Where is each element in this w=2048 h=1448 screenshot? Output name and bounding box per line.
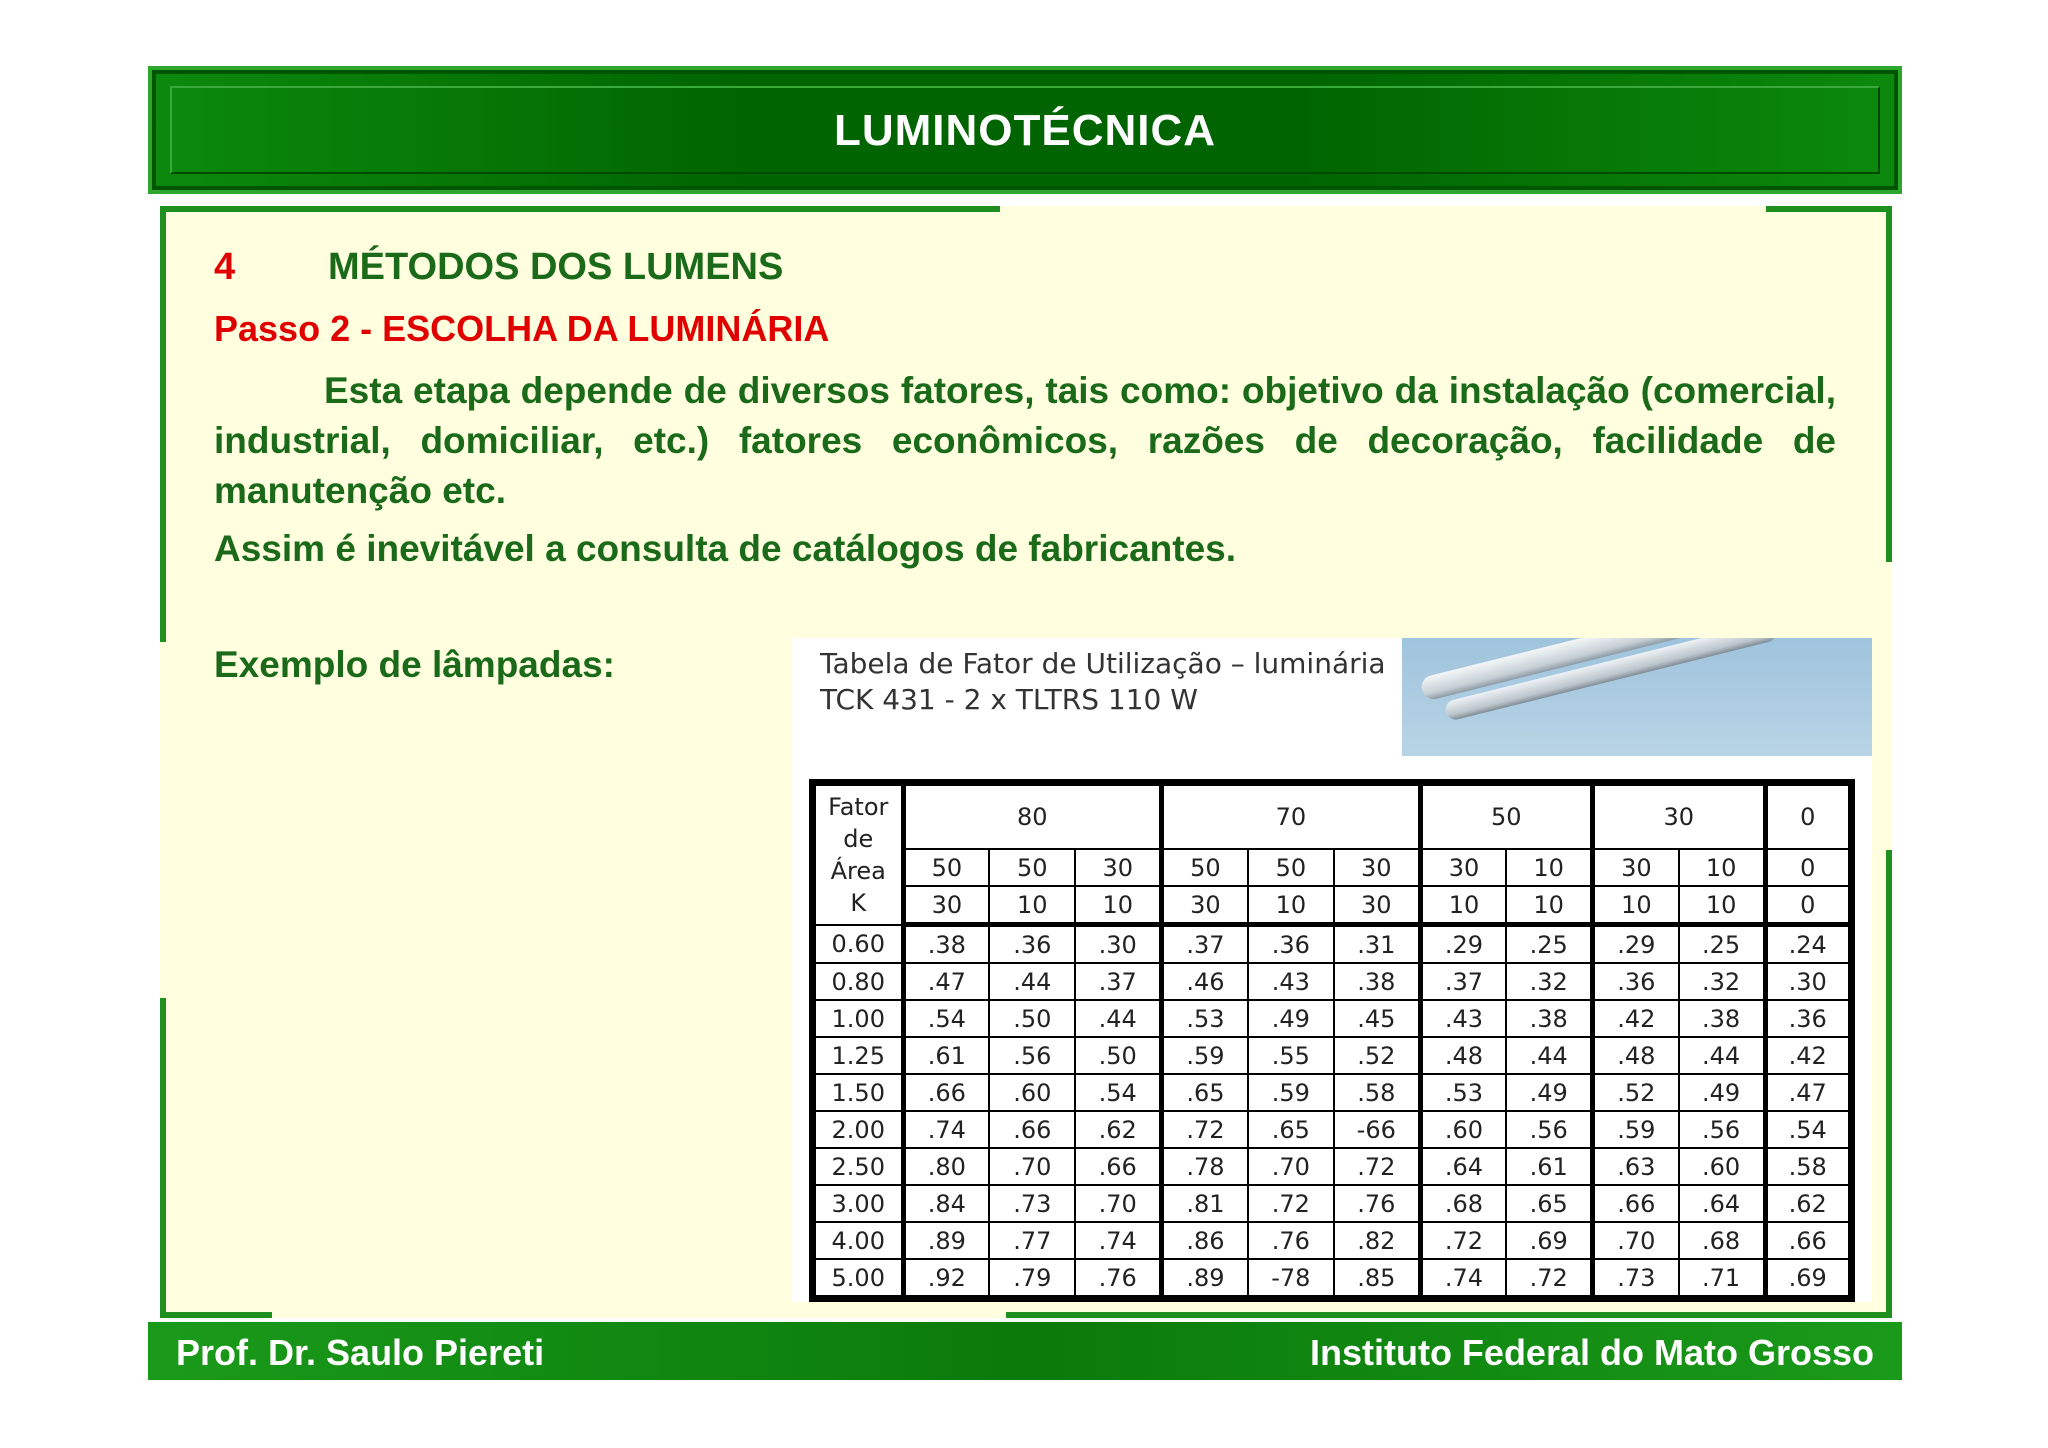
value-cell: .52 bbox=[1593, 1074, 1679, 1111]
k-cell: 0.60 bbox=[815, 925, 903, 964]
value-cell: .44 bbox=[1075, 1000, 1161, 1037]
value-cell: .38 bbox=[903, 925, 989, 964]
header-cell: 30 bbox=[1162, 886, 1248, 925]
header-cell: 30 bbox=[1075, 849, 1161, 886]
value-cell: .54 bbox=[1765, 1111, 1849, 1148]
frame-line-left-upper bbox=[160, 206, 166, 642]
value-cell: .45 bbox=[1334, 1000, 1420, 1037]
header-cell: 0 bbox=[1765, 849, 1849, 886]
value-cell: .53 bbox=[1420, 1074, 1506, 1111]
value-cell: .72 bbox=[1334, 1148, 1420, 1185]
value-cell: .69 bbox=[1506, 1222, 1592, 1259]
table-row bbox=[815, 925, 1849, 964]
header-cell: 10 bbox=[1248, 886, 1334, 925]
value-cell: .84 bbox=[903, 1185, 989, 1222]
value-cell: .71 bbox=[1679, 1259, 1765, 1296]
figure-caption bbox=[820, 646, 1386, 718]
figure-caption-line-2: TCK 431 - 2 x TLTRS 110 W bbox=[820, 683, 1198, 716]
value-cell: .85 bbox=[1334, 1259, 1420, 1296]
value-cell: .89 bbox=[1162, 1259, 1248, 1296]
header-cell: 10 bbox=[1506, 849, 1592, 886]
catalog-figure bbox=[792, 638, 1872, 1302]
header-cell: 50 bbox=[903, 849, 989, 886]
group-header: 50 bbox=[1420, 785, 1592, 849]
frame-line-right-upper bbox=[1886, 206, 1892, 562]
header-cell: 10 bbox=[1075, 886, 1161, 925]
header-cell: 10 bbox=[1593, 886, 1679, 925]
value-cell: .24 bbox=[1765, 925, 1849, 964]
table-row bbox=[815, 1259, 1849, 1296]
frame-line-left-lower bbox=[160, 998, 166, 1318]
value-cell: .70 bbox=[1075, 1185, 1161, 1222]
group-header: 80 bbox=[903, 785, 1162, 849]
value-cell: .65 bbox=[1248, 1111, 1334, 1148]
section-title: MÉTODOS DOS LUMENS bbox=[328, 246, 784, 288]
header-cell: 30 bbox=[1334, 886, 1420, 925]
value-cell: .44 bbox=[989, 963, 1075, 1000]
header-cell: 0 bbox=[1765, 886, 1849, 925]
value-cell: .66 bbox=[1075, 1148, 1161, 1185]
value-cell: .36 bbox=[1248, 925, 1334, 964]
utilization-factor-table bbox=[814, 784, 1850, 1297]
value-cell: .36 bbox=[1593, 963, 1679, 1000]
value-cell: .38 bbox=[1679, 1000, 1765, 1037]
value-cell: .69 bbox=[1765, 1259, 1849, 1296]
value-cell: .73 bbox=[989, 1185, 1075, 1222]
frame-line-bottom-left bbox=[160, 1312, 272, 1318]
value-cell: .76 bbox=[1075, 1259, 1161, 1296]
content-area bbox=[160, 206, 1892, 1318]
header-cell: 30 bbox=[903, 886, 989, 925]
value-cell: .59 bbox=[1162, 1037, 1248, 1074]
value-cell: .64 bbox=[1679, 1185, 1765, 1222]
header-cell: 50 bbox=[1162, 849, 1248, 886]
value-cell: .46 bbox=[1162, 963, 1248, 1000]
header-cell: 30 bbox=[1334, 849, 1420, 886]
value-cell: .37 bbox=[1420, 963, 1506, 1000]
value-cell: .56 bbox=[1679, 1111, 1765, 1148]
value-cell: .60 bbox=[989, 1074, 1075, 1111]
value-cell: .43 bbox=[1420, 1000, 1506, 1037]
footer-institution: Instituto Federal do Mato Grosso bbox=[1309, 1332, 1874, 1373]
value-cell: -78 bbox=[1248, 1259, 1334, 1296]
slide-title: LUMINOTÉCNICA bbox=[833, 106, 1217, 155]
slide bbox=[148, 66, 1902, 1380]
header-cell: 30 bbox=[1420, 849, 1506, 886]
value-cell: .38 bbox=[1506, 1000, 1592, 1037]
corner-line: de bbox=[843, 824, 874, 853]
value-cell: .72 bbox=[1420, 1222, 1506, 1259]
value-cell: .81 bbox=[1162, 1185, 1248, 1222]
k-cell: 2.00 bbox=[815, 1111, 903, 1148]
value-cell: .48 bbox=[1593, 1037, 1679, 1074]
body-paragraph: Esta etapa depende de diversos fatores, tais como: objetivo da instalação (comercial, industrial, domiciliar, etc.) fatores econômicos, razões de decoração, facilidade de manutenção etc. bbox=[214, 370, 1836, 511]
header-bar bbox=[148, 66, 1902, 194]
header-cell: 10 bbox=[1506, 886, 1592, 925]
table-row bbox=[815, 1185, 1849, 1222]
header-cell: 50 bbox=[989, 849, 1075, 886]
value-cell: .89 bbox=[903, 1222, 989, 1259]
figure-caption-line-1: Tabela de Fator de Utilização – luminária bbox=[820, 647, 1386, 680]
k-cell: 0.80 bbox=[815, 963, 903, 1000]
value-cell: .47 bbox=[903, 963, 989, 1000]
frame-line-top-left bbox=[160, 206, 1000, 212]
value-cell: .80 bbox=[903, 1148, 989, 1185]
value-cell: .55 bbox=[1248, 1037, 1334, 1074]
value-cell: .54 bbox=[1075, 1074, 1161, 1111]
value-cell: .70 bbox=[1593, 1222, 1679, 1259]
group-header: 0 bbox=[1765, 785, 1849, 849]
value-cell: .61 bbox=[1506, 1148, 1592, 1185]
value-cell: .32 bbox=[1679, 963, 1765, 1000]
value-cell: .66 bbox=[1765, 1222, 1849, 1259]
header-cell: 10 bbox=[1679, 849, 1765, 886]
table-row bbox=[815, 1111, 1849, 1148]
value-cell: .31 bbox=[1334, 925, 1420, 964]
group-header: 30 bbox=[1593, 785, 1766, 849]
value-cell: .64 bbox=[1420, 1148, 1506, 1185]
value-cell: .30 bbox=[1075, 925, 1161, 964]
value-cell: .38 bbox=[1334, 963, 1420, 1000]
value-cell: .25 bbox=[1506, 925, 1592, 964]
value-cell: .48 bbox=[1420, 1037, 1506, 1074]
value-cell: .30 bbox=[1765, 963, 1849, 1000]
example-label: Exemplo de lâmpadas: bbox=[214, 644, 615, 685]
header-cell: 10 bbox=[1420, 886, 1506, 925]
value-cell: .58 bbox=[1765, 1148, 1849, 1185]
k-cell: 1.25 bbox=[815, 1037, 903, 1074]
value-cell: .62 bbox=[1075, 1111, 1161, 1148]
table-row bbox=[815, 1000, 1849, 1037]
value-cell: .62 bbox=[1765, 1185, 1849, 1222]
luminaire-photo bbox=[1402, 638, 1872, 756]
table-row bbox=[815, 1148, 1849, 1185]
k-cell: 1.00 bbox=[815, 1000, 903, 1037]
corner-line: Área bbox=[830, 856, 886, 885]
value-cell: .60 bbox=[1679, 1148, 1765, 1185]
value-cell: .63 bbox=[1593, 1148, 1679, 1185]
k-cell: 5.00 bbox=[815, 1259, 903, 1296]
value-cell: .36 bbox=[1765, 1000, 1849, 1037]
value-cell: .59 bbox=[1248, 1074, 1334, 1111]
k-cell: 1.50 bbox=[815, 1074, 903, 1111]
value-cell: .66 bbox=[989, 1111, 1075, 1148]
value-cell: .76 bbox=[1248, 1222, 1334, 1259]
value-cell: .50 bbox=[989, 1000, 1075, 1037]
value-cell: .52 bbox=[1334, 1037, 1420, 1074]
value-cell: .44 bbox=[1506, 1037, 1592, 1074]
value-cell: .61 bbox=[903, 1037, 989, 1074]
group-header: 70 bbox=[1162, 785, 1421, 849]
value-cell: .77 bbox=[989, 1222, 1075, 1259]
value-cell: .65 bbox=[1506, 1185, 1592, 1222]
footer-bar bbox=[148, 1322, 1902, 1380]
table-row bbox=[815, 1222, 1849, 1259]
k-cell: 2.50 bbox=[815, 1148, 903, 1185]
value-cell: .43 bbox=[1248, 963, 1334, 1000]
table-row bbox=[815, 1037, 1849, 1074]
value-cell: .59 bbox=[1593, 1111, 1679, 1148]
value-cell: .68 bbox=[1420, 1185, 1506, 1222]
value-cell: .50 bbox=[1075, 1037, 1161, 1074]
value-cell: .76 bbox=[1334, 1185, 1420, 1222]
value-cell: .29 bbox=[1420, 925, 1506, 964]
value-cell: .82 bbox=[1334, 1222, 1420, 1259]
value-cell: .72 bbox=[1506, 1259, 1592, 1296]
frame-line-top-right bbox=[1766, 206, 1892, 212]
header-cell: 10 bbox=[989, 886, 1075, 925]
value-cell: .92 bbox=[903, 1259, 989, 1296]
value-cell: .65 bbox=[1162, 1074, 1248, 1111]
value-cell: .47 bbox=[1765, 1074, 1849, 1111]
frame-line-bottom-right bbox=[1006, 1312, 1892, 1318]
value-cell: .60 bbox=[1420, 1111, 1506, 1148]
value-cell: .70 bbox=[989, 1148, 1075, 1185]
value-cell: .29 bbox=[1593, 925, 1679, 964]
value-cell: .37 bbox=[1162, 925, 1248, 964]
table-row bbox=[815, 963, 1849, 1000]
value-cell: .70 bbox=[1248, 1148, 1334, 1185]
header-cell: 30 bbox=[1593, 849, 1679, 886]
value-cell: .44 bbox=[1679, 1037, 1765, 1074]
value-cell: -66 bbox=[1334, 1111, 1420, 1148]
section-number: 4 bbox=[214, 246, 236, 288]
value-cell: .42 bbox=[1765, 1037, 1849, 1074]
value-cell: .58 bbox=[1334, 1074, 1420, 1111]
value-cell: .49 bbox=[1679, 1074, 1765, 1111]
step-label: Passo 2 - ESCOLHA DA LUMINÁRIA bbox=[214, 308, 830, 349]
value-cell: .66 bbox=[1593, 1185, 1679, 1222]
value-cell: .53 bbox=[1162, 1000, 1248, 1037]
body-paragraph-2: Assim é inevitável a consulta de catálogos de fabricantes. bbox=[214, 528, 1236, 569]
value-cell: .74 bbox=[903, 1111, 989, 1148]
value-cell: .49 bbox=[1506, 1074, 1592, 1111]
table-corner-header bbox=[815, 785, 903, 925]
value-cell: .36 bbox=[989, 925, 1075, 964]
value-cell: .72 bbox=[1162, 1111, 1248, 1148]
table-row bbox=[815, 1074, 1849, 1111]
header-cell: 50 bbox=[1248, 849, 1334, 886]
value-cell: .54 bbox=[903, 1000, 989, 1037]
value-cell: .78 bbox=[1162, 1148, 1248, 1185]
value-cell: .37 bbox=[1075, 963, 1161, 1000]
value-cell: .74 bbox=[1420, 1259, 1506, 1296]
value-cell: .68 bbox=[1679, 1222, 1765, 1259]
value-cell: .66 bbox=[903, 1074, 989, 1111]
value-cell: .32 bbox=[1506, 963, 1592, 1000]
value-cell: .73 bbox=[1593, 1259, 1679, 1296]
corner-line: Fator bbox=[828, 792, 889, 821]
footer-author: Prof. Dr. Saulo Piereti bbox=[176, 1332, 545, 1373]
header-cell: 10 bbox=[1679, 886, 1765, 925]
value-cell: .25 bbox=[1679, 925, 1765, 964]
value-cell: .72 bbox=[1248, 1185, 1334, 1222]
value-cell: .74 bbox=[1075, 1222, 1161, 1259]
value-cell: .56 bbox=[1506, 1111, 1592, 1148]
corner-line: K bbox=[850, 888, 867, 917]
value-cell: .86 bbox=[1162, 1222, 1248, 1259]
value-cell: .56 bbox=[989, 1037, 1075, 1074]
k-cell: 4.00 bbox=[815, 1222, 903, 1259]
frame-line-right-lower bbox=[1886, 850, 1892, 1318]
value-cell: .79 bbox=[989, 1259, 1075, 1296]
value-cell: .42 bbox=[1593, 1000, 1679, 1037]
value-cell: .49 bbox=[1248, 1000, 1334, 1037]
k-cell: 3.00 bbox=[815, 1185, 903, 1222]
